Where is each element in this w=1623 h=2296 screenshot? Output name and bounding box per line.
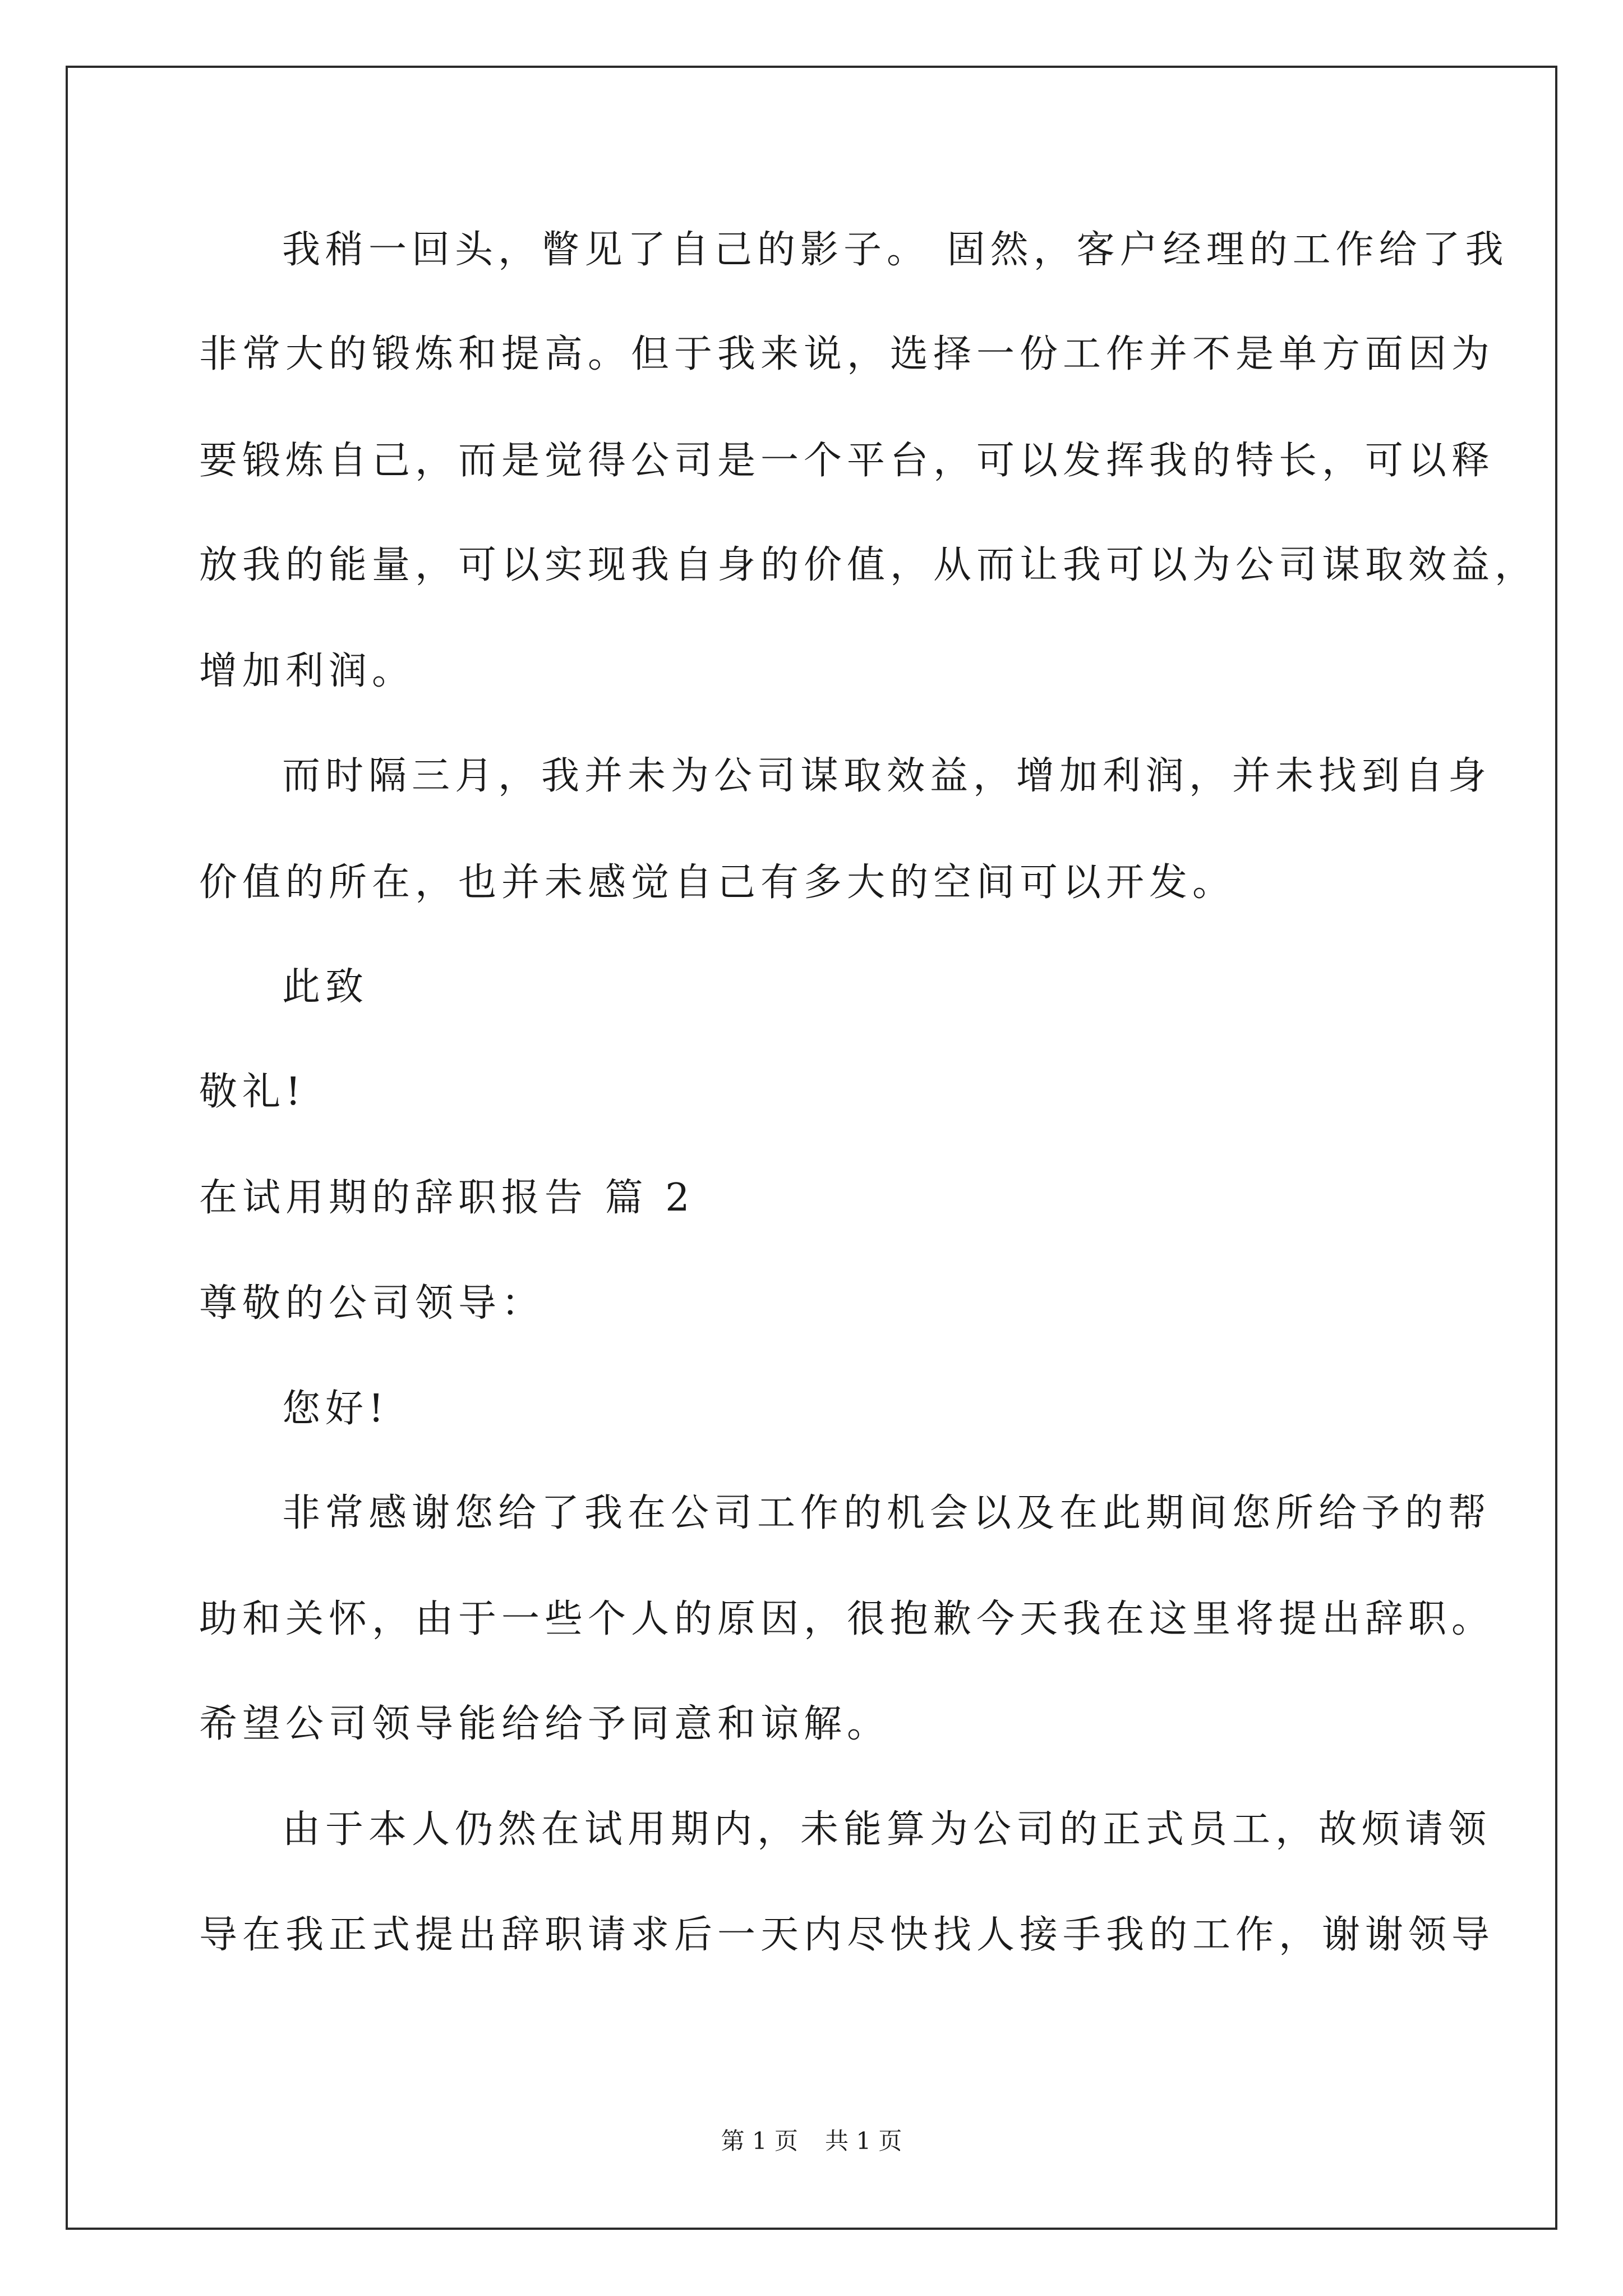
paragraph-3-line-2: 助和关怀，由于一些个人的原因，很抱歉今天我在这里将提出辞职。	[199, 1597, 1495, 1641]
paragraph-1-line-3: 要锻炼自己，而是觉得公司是一个平台，可以发挥我的特长，可以释	[199, 439, 1495, 483]
paragraph-4-line-1: 由于本人仍然在试用期内，未能算为公司的正式员工，故烦请领	[282, 1807, 1492, 1852]
page-total: 共 1 页	[825, 2127, 902, 2155]
page-number: 第 1 页	[721, 2127, 798, 2155]
paragraph-1-line-5: 增加利润。	[199, 649, 416, 693]
letter-greeting: 您好!	[282, 1387, 389, 1431]
page-footer	[0, 2129, 1623, 2153]
paragraph-3-line-3: 希望公司领导能给给予同意和谅解。	[199, 1702, 891, 1746]
paragraph-4-line-2: 导在我正式提出辞职请求后一天内尽快找人接手我的工作，谢谢领导	[199, 1913, 1495, 1957]
closing-salutation: 此致	[282, 965, 369, 1009]
paragraph-2-line-2: 价值的所在，也并未感觉自己有多大的空间可以开发。	[199, 861, 1236, 905]
paragraph-1-line-1: 我稍一回头，瞥见了自己的影子。 固然，客户经理的工作给了我	[282, 228, 1509, 272]
letter-recipient: 尊敬的公司领导：	[199, 1281, 545, 1326]
paragraph-1-line-4: 放我的能量，可以实现我自身的价值，从而让我可以为公司谋取效益，	[199, 543, 1538, 587]
paragraph-1-line-2: 非常大的锻炼和提高。但于我来说，选择一份工作并不是单方面因为	[199, 332, 1495, 376]
paragraph-3-line-1: 非常感谢您给了我在公司工作的机会以及在此期间您所给予的帮	[282, 1491, 1492, 1535]
page-border	[66, 66, 1557, 2230]
paragraph-2-line-1: 而时隔三月，我并未为公司谋取效益，增加利润，并未找到自身	[282, 754, 1492, 798]
closing-regards: 敬礼!	[199, 1070, 306, 1114]
section-heading: 在试用期的辞职报告 篇 2	[199, 1176, 695, 1220]
